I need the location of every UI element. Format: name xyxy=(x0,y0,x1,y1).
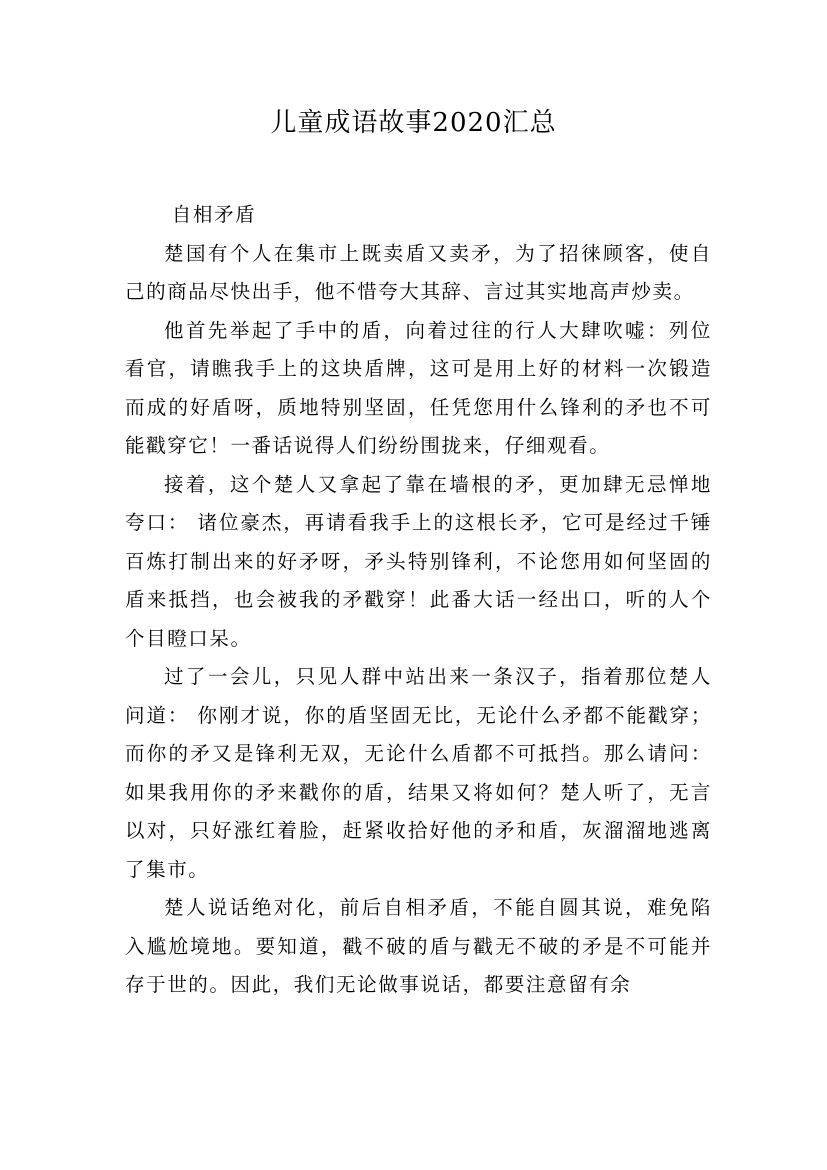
story-heading: 自相矛盾 xyxy=(171,203,257,226)
paragraph: 楚人说话绝对化，前后自相矛盾，不能自圆其说，难免陷入尴尬境地。要知道，戳不破的盾与戳无不破的矛是不可能并存于世的。因此，我们无论做事说话，都要注意留有余 xyxy=(125,896,712,996)
paragraph: 过了一会儿，只见人群中站出来一条汉子，指着那位楚人问道： 你刚才说，你的盾坚固无比，无论什么矛都不能戳穿；而你的矛又是锋利无双，无论什么盾都不可抵挡。那么请问：如果我用你的矛来戳你的盾，结果又将如何？楚人听了，无言以对，只好涨红着脸，赶紧收拾好他的矛和盾，灰溜溜地逃离了集市。 xyxy=(125,665,712,881)
paragraph: 楚国有个人在集市上既卖盾又卖矛，为了招徕顾客，使自己的商品尽快出手，他不惜夸大其辞、言过其实地高声炒卖。 xyxy=(125,241,712,303)
paragraph: 他首先举起了手中的盾，向着过往的行人大肆吹嘘：列位看官，请瞧我手上的这块盾牌，这可是用上好的材料一次锻造而成的好盾呀，质地特别坚固，任凭您用什么锋利的矛也不可能戳穿它！一番话说得人们纷纷围拢来，仔细观看。 xyxy=(125,318,712,457)
paragraph: 接着，这个楚人又拿起了靠在墙根的矛，更加肆无忌惮地夸口： 诸位豪杰，再请看我手上的这根长矛，它可是经过千锤百炼打制出来的好矛呀，矛头特别锋利，不论您用如何坚固的盾来抵挡，也会被我的矛戳穿！此番大话一经出口，听的人个个目瞪口呆。 xyxy=(125,472,712,650)
document-body xyxy=(125,196,712,1005)
document-title: 儿童成语故事2020汇总 xyxy=(270,108,557,138)
